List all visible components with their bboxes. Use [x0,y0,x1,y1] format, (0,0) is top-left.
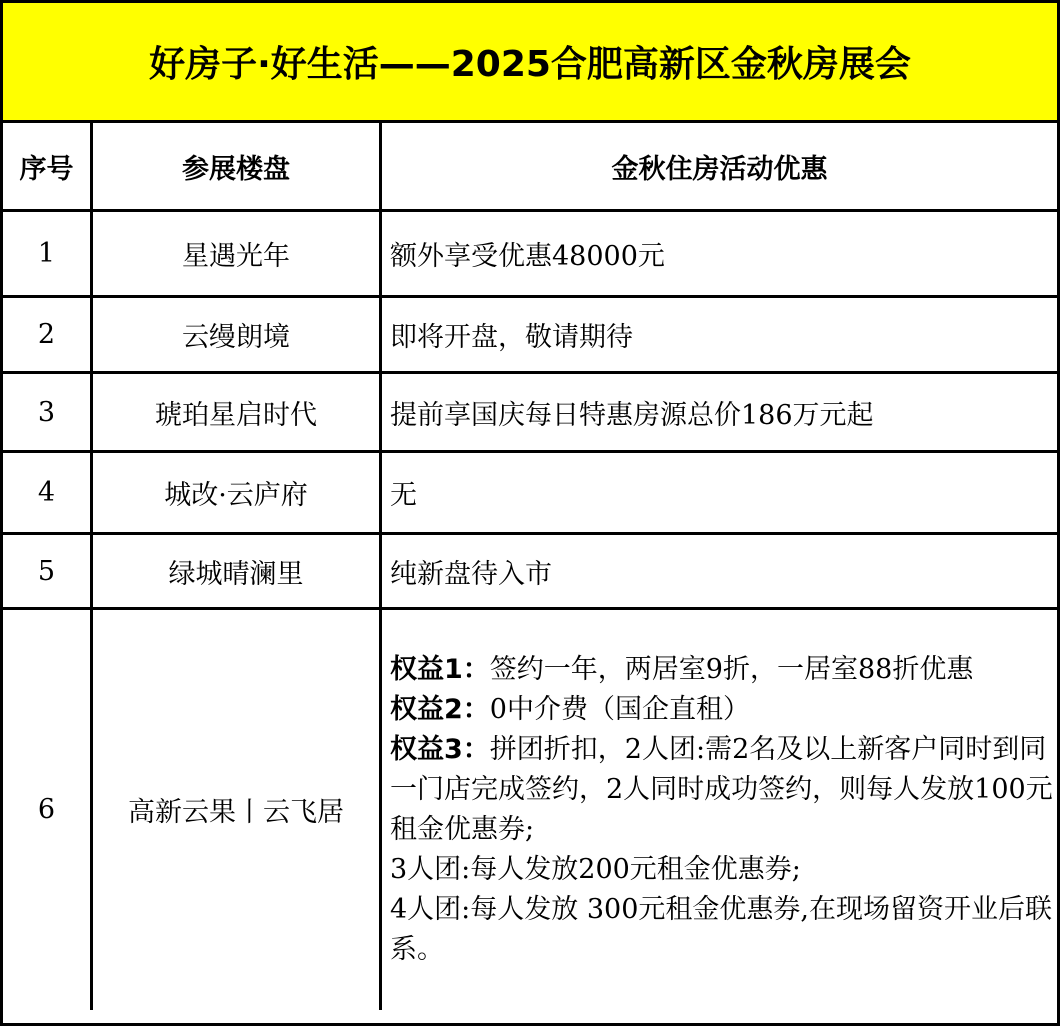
header-project: 参展楼盘 [92,123,381,211]
row-project: 高新云果丨云飞居 [92,609,381,1010]
row-project: 琥珀星启时代 [92,373,381,452]
header-no: 序号 [3,123,92,211]
benefit-3-label: 权益3： [390,733,490,765]
group-3-offer: 3人团:每人发放200元租金优惠券; [390,853,801,885]
table-row [3,211,1057,297]
row-no: 4 [3,452,92,534]
table-row [3,534,1057,609]
row-offer: 无 [381,452,1058,534]
benefit-2-text: 0中介费（国企直租） [489,693,750,725]
row-project: 云缦朗境 [92,297,381,373]
benefit-1-text: 签约一年，两居室9折，一居室88折优惠 [489,653,974,685]
row-no: 5 [3,534,92,609]
row-no: 1 [3,211,92,297]
row-project: 城改·云庐府 [92,452,381,534]
benefit-2 [390,690,1053,730]
offers-table [3,123,1057,1010]
row-offer: 纯新盘待入市 [381,534,1058,609]
benefit-1-label: 权益1： [390,653,490,685]
page-title: 好房子·好生活——2025合肥高新区金秋房展会 [3,3,1057,123]
row-no: 3 [3,373,92,452]
row-no: 6 [3,609,92,1010]
benefit-2-label: 权益2： [390,693,490,725]
table-row [3,452,1057,534]
row-offer-benefits [381,609,1058,1010]
row-offer: 额外享受优惠48000元 [381,211,1058,297]
table-row [3,297,1057,373]
table-row [3,609,1057,1010]
benefit-1 [390,650,1053,690]
group-4-offer: 4人团:每人发放 300元租金优惠券,在现场留资开业后联系。 [390,893,1052,965]
row-no: 2 [3,297,92,373]
row-project: 星遇光年 [92,211,381,297]
benefit-3-text: 拼团折扣，2人团:需2名及以上新客户同时到同一门店完成签约，2人同时成功签约，则每人发放100元租金优惠券; [390,733,1053,845]
row-offer: 提前享国庆每日特惠房源总价186万元起 [381,373,1058,452]
table-row [3,373,1057,452]
row-project: 绿城晴澜里 [92,534,381,609]
row-offer: 即将开盘，敬请期待 [381,297,1058,373]
header-row [3,123,1057,211]
header-offer: 金秋住房活动优惠 [381,123,1058,211]
benefit-3 [390,730,1053,850]
